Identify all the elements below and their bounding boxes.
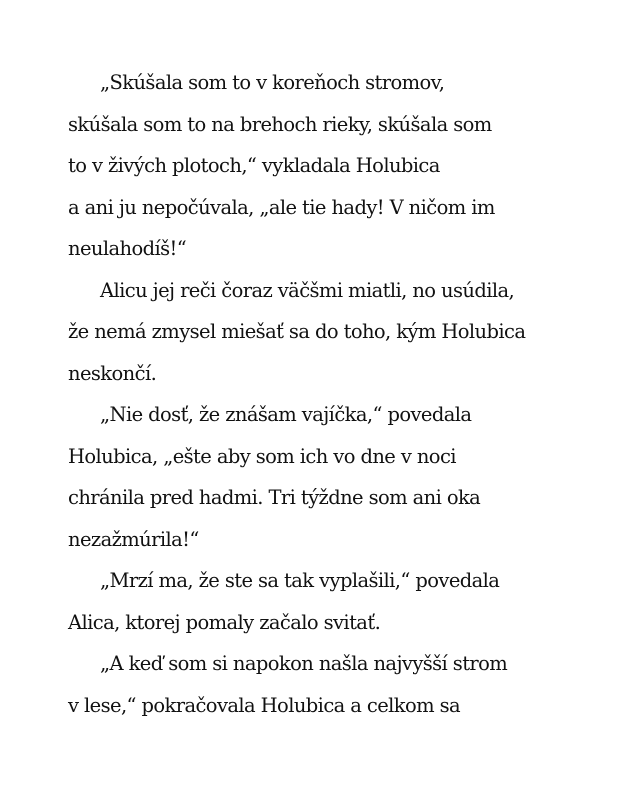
- text-line: „A keď som si napokon našla najvyšší strom: [100, 652, 508, 675]
- paragraph: [68, 270, 588, 395]
- text-line: to v živých plotoch,“ vykladala Holubica: [68, 154, 440, 177]
- text-line: neulahodíš!“: [68, 237, 187, 260]
- text-line: nezažmúrila!“: [68, 527, 199, 551]
- text-line: Alicu jej reči čoraz väčšmi miatli, no usúdila,: [100, 278, 515, 302]
- text-line: chránila pred hadmi. Tri týždne som ani oka: [68, 486, 481, 509]
- text-line: „Skúšala som to v koreňoch stromov,: [100, 71, 445, 94]
- text-line: Holubica, „ešte aby som ich vo dne v noci: [68, 444, 456, 468]
- text-line: Alica, ktorej pomaly začalo svitať.: [68, 610, 381, 634]
- text-line: že nemá zmysel miešať sa do toho, kým Holubica: [68, 320, 526, 343]
- paragraph: [68, 62, 588, 270]
- text-line: „Mrzí ma, že ste sa tak vyplašili,“ povedala: [100, 569, 500, 592]
- text-line: neskončí.: [68, 361, 157, 385]
- body-text: [68, 62, 588, 726]
- paragraph: [68, 394, 588, 560]
- paragraph: [68, 643, 588, 726]
- text-line: skúšala som to na brehoch rieky, skúšala som: [68, 112, 492, 136]
- text-line: „Nie dosť, že znášam vajíčka,“ povedala: [100, 403, 472, 426]
- text-line: a ani ju nepočúvala, „ale tie hady! V ničom im: [68, 195, 495, 219]
- paragraph: [68, 560, 588, 643]
- text-line: v lese,“ pokračovala Holubica a celkom sa: [68, 693, 461, 717]
